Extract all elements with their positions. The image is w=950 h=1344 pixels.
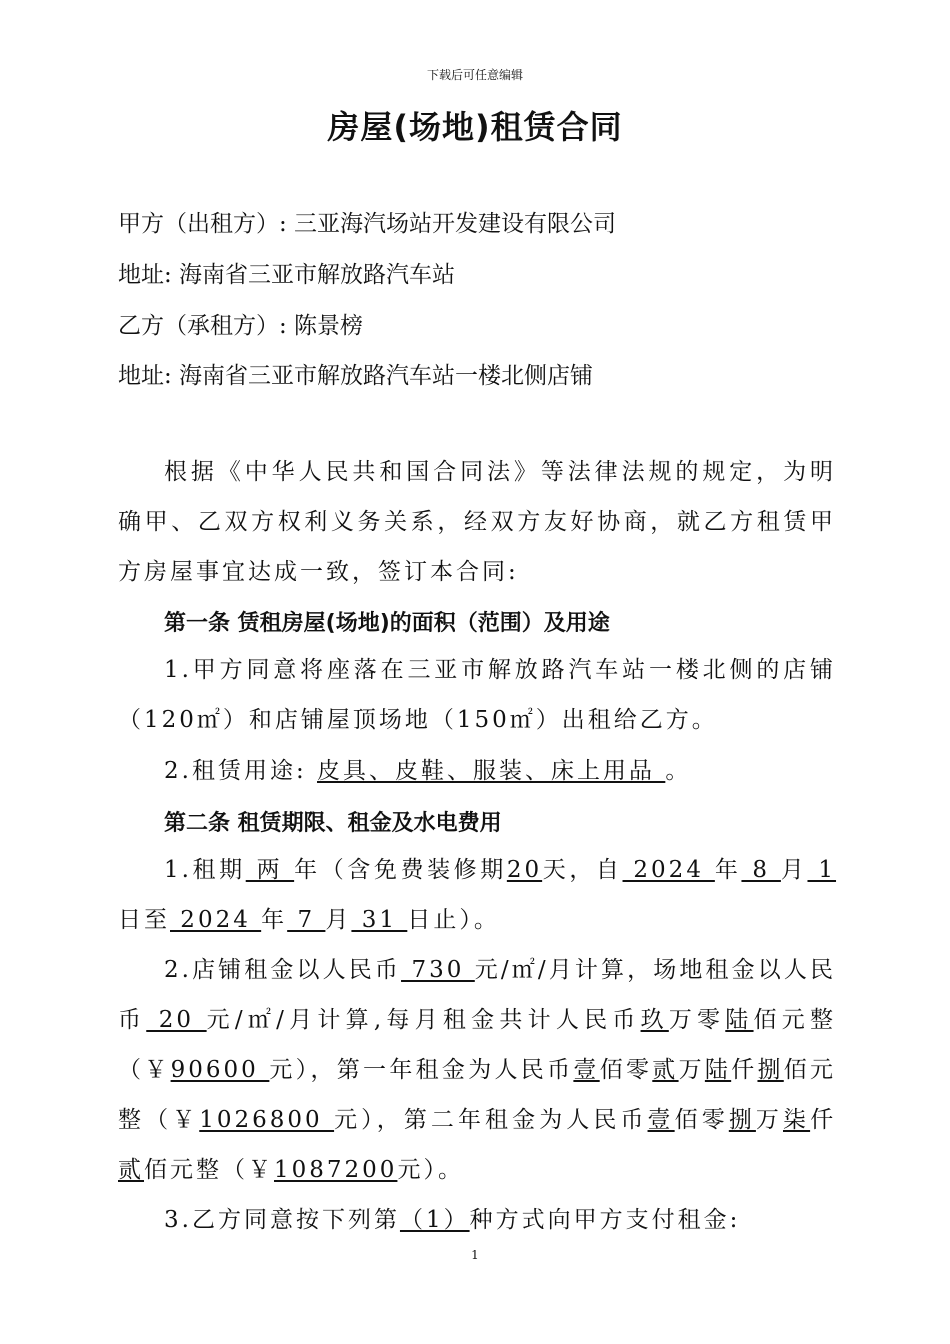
party-b-address: 地址: 海南省三亚市解放路汽车站一楼北侧店铺	[118, 363, 594, 389]
text-segment: 日止）。	[407, 907, 500, 933]
free-days: 20	[506, 857, 543, 883]
amount-digit: 壹	[647, 1107, 675, 1133]
end-day: 31	[351, 907, 408, 933]
article2-heading: 第二条 租赁期限、租金及水电费用	[164, 811, 502, 836]
text-segment: 月	[780, 857, 808, 883]
text-segment: 1.租期	[164, 857, 246, 883]
text-segment: 佰零	[674, 1107, 729, 1133]
text-segment: 佰元整（￥	[144, 1157, 274, 1183]
text-segment: 种方式向甲方支付租金:	[469, 1207, 741, 1233]
article2-item3	[118, 1195, 836, 1245]
text-segment: 2.店铺租金以人民币	[164, 957, 402, 983]
text-segment: 佰元整（￥	[118, 1057, 837, 1133]
document-title: 房屋(场地)租赁合同	[327, 108, 623, 146]
amount-digit: 玖	[640, 1007, 669, 1033]
end-month: 7	[287, 907, 326, 933]
page-number: 1	[471, 1248, 479, 1262]
header-note: 下载后可任意编辑	[426, 68, 523, 82]
lease-term: 两	[245, 857, 295, 883]
party-b-line: 乙方（承租方）: 陈景榜	[118, 313, 364, 339]
article1-heading: 第一条 赁租房屋(场地)的面积（范围）及用途	[164, 611, 610, 636]
text-segment: 元/㎡/月计算,每月租金共计人民币	[206, 1007, 641, 1033]
text-segment: 元）。	[397, 1157, 464, 1183]
text-segment: 万零	[668, 1007, 726, 1033]
text-segment: 佰零	[599, 1057, 653, 1083]
monthly-rent-figure: 90600	[170, 1057, 270, 1083]
text-segment: 元），第一年租金为人民币	[269, 1057, 574, 1083]
text-segment: 月	[325, 907, 352, 933]
amount-digit: 捌	[728, 1107, 756, 1133]
amount-digit: 捌	[757, 1057, 784, 1083]
start-month: 8	[741, 857, 781, 883]
party-a-address: 地址: 海南省三亚市解放路汽车站	[118, 262, 456, 288]
amount-digit: 壹	[573, 1057, 600, 1083]
usage-value: 皮具、皮鞋、服装、床上用品	[317, 758, 666, 784]
text-segment: 万	[755, 1107, 783, 1133]
text-segment: 万	[678, 1057, 705, 1083]
party-a-line: 甲方（出租方）: 三亚海汽场站开发建设有限公司	[118, 211, 617, 237]
usage-label: 2.租赁用途:	[164, 758, 318, 784]
text-segment: 仟	[810, 1107, 837, 1133]
text-segment: 3.乙方同意按下列第	[164, 1207, 400, 1233]
preamble-paragraph: 根据《中华人民共和国合同法》等法律法规的规定，为明确甲、乙双方权利义务关系，经双方友好协商，就乙方租赁甲方房屋事宜达成一致，签订本合同:	[118, 459, 836, 585]
start-year: 2024	[622, 857, 715, 883]
text-segment: 年	[714, 857, 742, 883]
second-year-rent-figure: 1087200	[274, 1157, 398, 1183]
payment-method: （1）	[399, 1207, 470, 1233]
amount-digit: 陆	[704, 1057, 732, 1083]
first-year-rent-figure: 1026800	[199, 1107, 335, 1133]
text-segment: 日至	[118, 907, 170, 933]
text-segment: 天，自	[542, 857, 623, 883]
amount-digit: 贰	[652, 1057, 679, 1083]
text-segment: 仟	[731, 1057, 758, 1083]
amount-digit: 柒	[783, 1107, 811, 1133]
usage-end: 。	[665, 758, 692, 784]
article1-item2	[118, 746, 836, 796]
amount-digit: 陆	[725, 1007, 754, 1033]
shop-rate: 730	[401, 957, 475, 983]
amount-digit: 贰	[118, 1157, 144, 1183]
text-segment: 元），第二年租金为人民币	[334, 1107, 648, 1133]
end-year: 2024	[170, 907, 262, 933]
text-segment: 元/㎡/月计算，场地租金以人民币	[118, 957, 836, 1033]
text-segment: 佰元整（￥	[118, 1007, 837, 1083]
site-rate: 20	[146, 1007, 207, 1033]
article2-item1	[118, 845, 836, 945]
article2-item2	[118, 945, 836, 1195]
text-segment: 年	[261, 907, 288, 933]
text-segment: 年（含免费装修期	[294, 857, 507, 883]
article1-item1: 1.甲方同意将座落在三亚市解放路汽车站一楼北侧的店铺（120㎡）和店铺屋顶场地（150㎡）出租给乙方。	[118, 657, 836, 733]
start-day: 1	[807, 857, 837, 883]
